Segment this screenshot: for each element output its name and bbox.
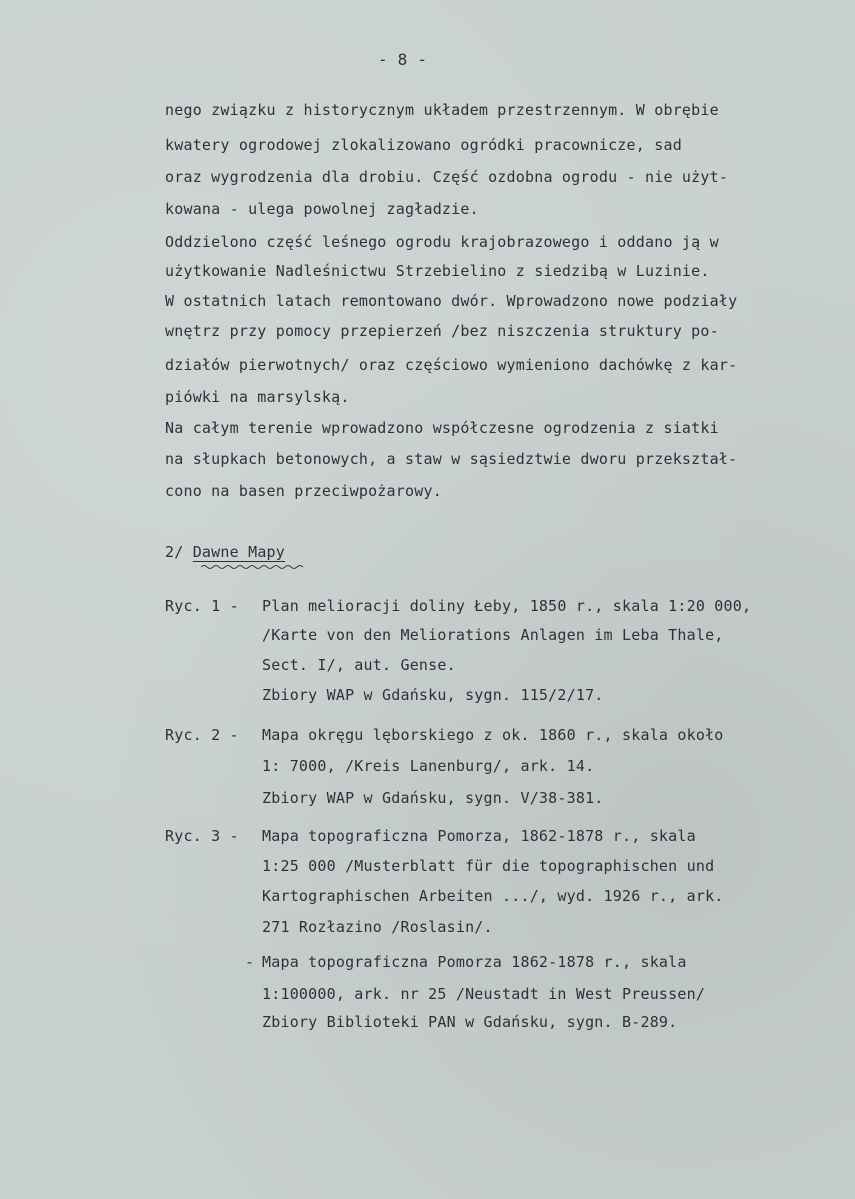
figure-line: Sect. I/, aut. Gense.	[262, 656, 456, 674]
paragraph-line: działów pierwotnych/ oraz częściowo wymieniono dachówkę z kar-	[165, 356, 738, 374]
page-number: - 8 -	[378, 50, 428, 69]
figure-line: Mapa topograficzna Pomorza 1862-1878 r., skala	[262, 953, 687, 971]
figure-line: Zbiory Biblioteki PAN w Gdańsku, sygn. B-289.	[262, 1013, 678, 1031]
figure-label: Ryc. 2 -	[165, 726, 239, 744]
section-number: 2/	[165, 543, 184, 561]
figure-line: Mapa topograficzna Pomorza, 1862-1878 r., skala	[262, 827, 696, 845]
figure-label: Ryc. 1 -	[165, 597, 239, 615]
figure-line: Kartographischen Arbeiten .../, wyd. 1926 r., ark.	[262, 887, 724, 905]
figure-label: -	[245, 953, 255, 971]
figure-line: 271 Rozłazino /Roslasin/.	[262, 918, 493, 936]
paragraph-line: nego związku z historycznym układem przestrzennym. W obrębie	[165, 101, 719, 119]
figure-line: Plan melioracji doliny Łeby, 1850 r., skala 1:20 000,	[262, 597, 752, 615]
section-title: Dawne Mapy	[192, 543, 286, 561]
paragraph-line: na słupkach betonowych, a staw w sąsiedztwie dworu przekształ-	[165, 450, 738, 468]
figure-line: 1:100000, ark. nr 25 /Neustadt in West Preussen/	[262, 985, 706, 1003]
paragraph-line: użytkowanie Nadleśnictwu Strzebielino z siedzibą w Luzinie.	[165, 262, 710, 280]
figure-line: 1: 7000, /Kreis Lanenburg/, ark. 14.	[262, 757, 595, 775]
figure-line: /Karte von den Meliorations Anlagen im Leba Thale,	[262, 626, 724, 644]
paragraph-line: cono na basen przeciwpożarowy.	[165, 482, 442, 500]
paragraph-line: oraz wygrodzenia dla drobiu. Część ozdobna ogrodu - nie użyt-	[165, 168, 729, 186]
figure-line: Zbiory WAP w Gdańsku, sygn. V/38-381.	[262, 789, 604, 807]
figure-label: Ryc. 3 -	[165, 827, 239, 845]
paragraph-line: kwatery ogrodowej zlokalizowano ogródki pracownicze, sad	[165, 136, 682, 154]
paragraph-line: Oddzielono część leśnego ogrodu krajobrazowego i oddano ją w	[165, 233, 719, 251]
figure-line: 1:25 000 /Musterblatt für die topographischen und	[262, 857, 715, 875]
paragraph-line: piówki na marsylską.	[165, 388, 350, 406]
figure-line: Mapa okręgu lęborskiego z ok. 1860 r., skala około	[262, 726, 724, 744]
underline-decoration	[201, 564, 305, 570]
paragraph-line: kowana - ulega powolnej zagładzie.	[165, 200, 479, 218]
paragraph-line: W ostatnich latach remontowano dwór. Wprowadzono nowe podziały	[165, 292, 738, 310]
figure-line: Zbiory WAP w Gdańsku, sygn. 115/2/17.	[262, 686, 604, 704]
paragraph-line: Na całym terenie wprowadzono współczesne ogrodzenia z siatki	[165, 419, 719, 437]
section-heading	[165, 543, 285, 561]
paragraph-line: wnętrz przy pomocy przepierzeń /bez niszczenia struktury po-	[165, 322, 719, 340]
